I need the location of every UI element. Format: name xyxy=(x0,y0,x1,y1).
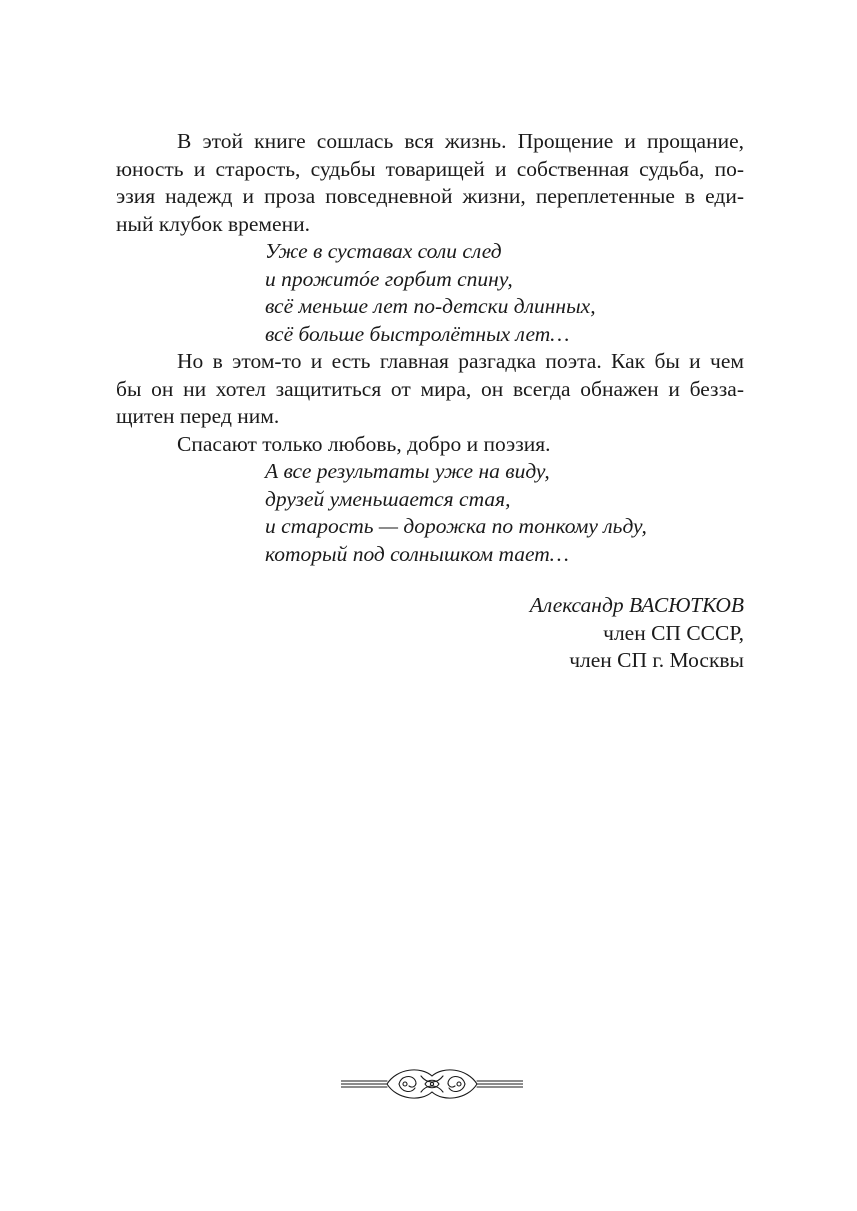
verse-1 xyxy=(116,238,744,348)
middle-line-3: щитен перед ним. xyxy=(116,404,280,428)
decorative-flourish-icon xyxy=(341,1062,523,1106)
verse-2-line-3: и старость — дорожка по тонкому льду, xyxy=(265,514,647,538)
signature-title-2: член СП г. Москвы xyxy=(569,648,744,672)
signature-author: Александр ВАСЮТКОВ xyxy=(529,593,744,617)
middle-line-2: бы он ни хотел защититься от мира, он всегда обнажен и безза- xyxy=(116,376,744,401)
intro-line-3: эзия надежд и проза повседневной жизни, переплетенные в еди- xyxy=(116,184,744,208)
verse-2 xyxy=(116,458,744,568)
verse-1-line-2: и прожитóе горбит спину, xyxy=(265,266,513,291)
intro-line-2: юность и старость, судьбы товарищей и собственная судьба, по- xyxy=(116,156,744,181)
closing-line: Спасают только любовь, добро и поэзия. xyxy=(177,431,551,456)
signature-block xyxy=(116,592,744,675)
signature-title-1: член СП СССР, xyxy=(603,620,744,645)
verse-1-line-1: Уже в суставах соли след xyxy=(265,239,502,263)
intro-line-1: В этой книге сошлась вся жизнь. Прощение и прощание, xyxy=(177,129,744,153)
middle-paragraph xyxy=(116,348,744,431)
verse-2-line-2: друзей уменьшается стая, xyxy=(265,486,511,511)
closing-paragraph xyxy=(116,431,744,459)
verse-2-line-1: А все результаты уже на виду, xyxy=(265,459,550,483)
middle-line-1: Но в этом-то и есть главная разгадка поэта. Как бы и чем xyxy=(177,349,744,373)
verse-1-line-4: всё больше быстролётных лет… xyxy=(265,321,570,346)
verse-1-line-3: всё меньше лет по-детски длинных, xyxy=(265,294,596,318)
intro-paragraph xyxy=(116,128,744,238)
verse-2-line-4: который под солнышком тает… xyxy=(265,541,569,566)
page-content xyxy=(116,128,744,675)
intro-line-4: ный клубок времени. xyxy=(116,211,310,236)
